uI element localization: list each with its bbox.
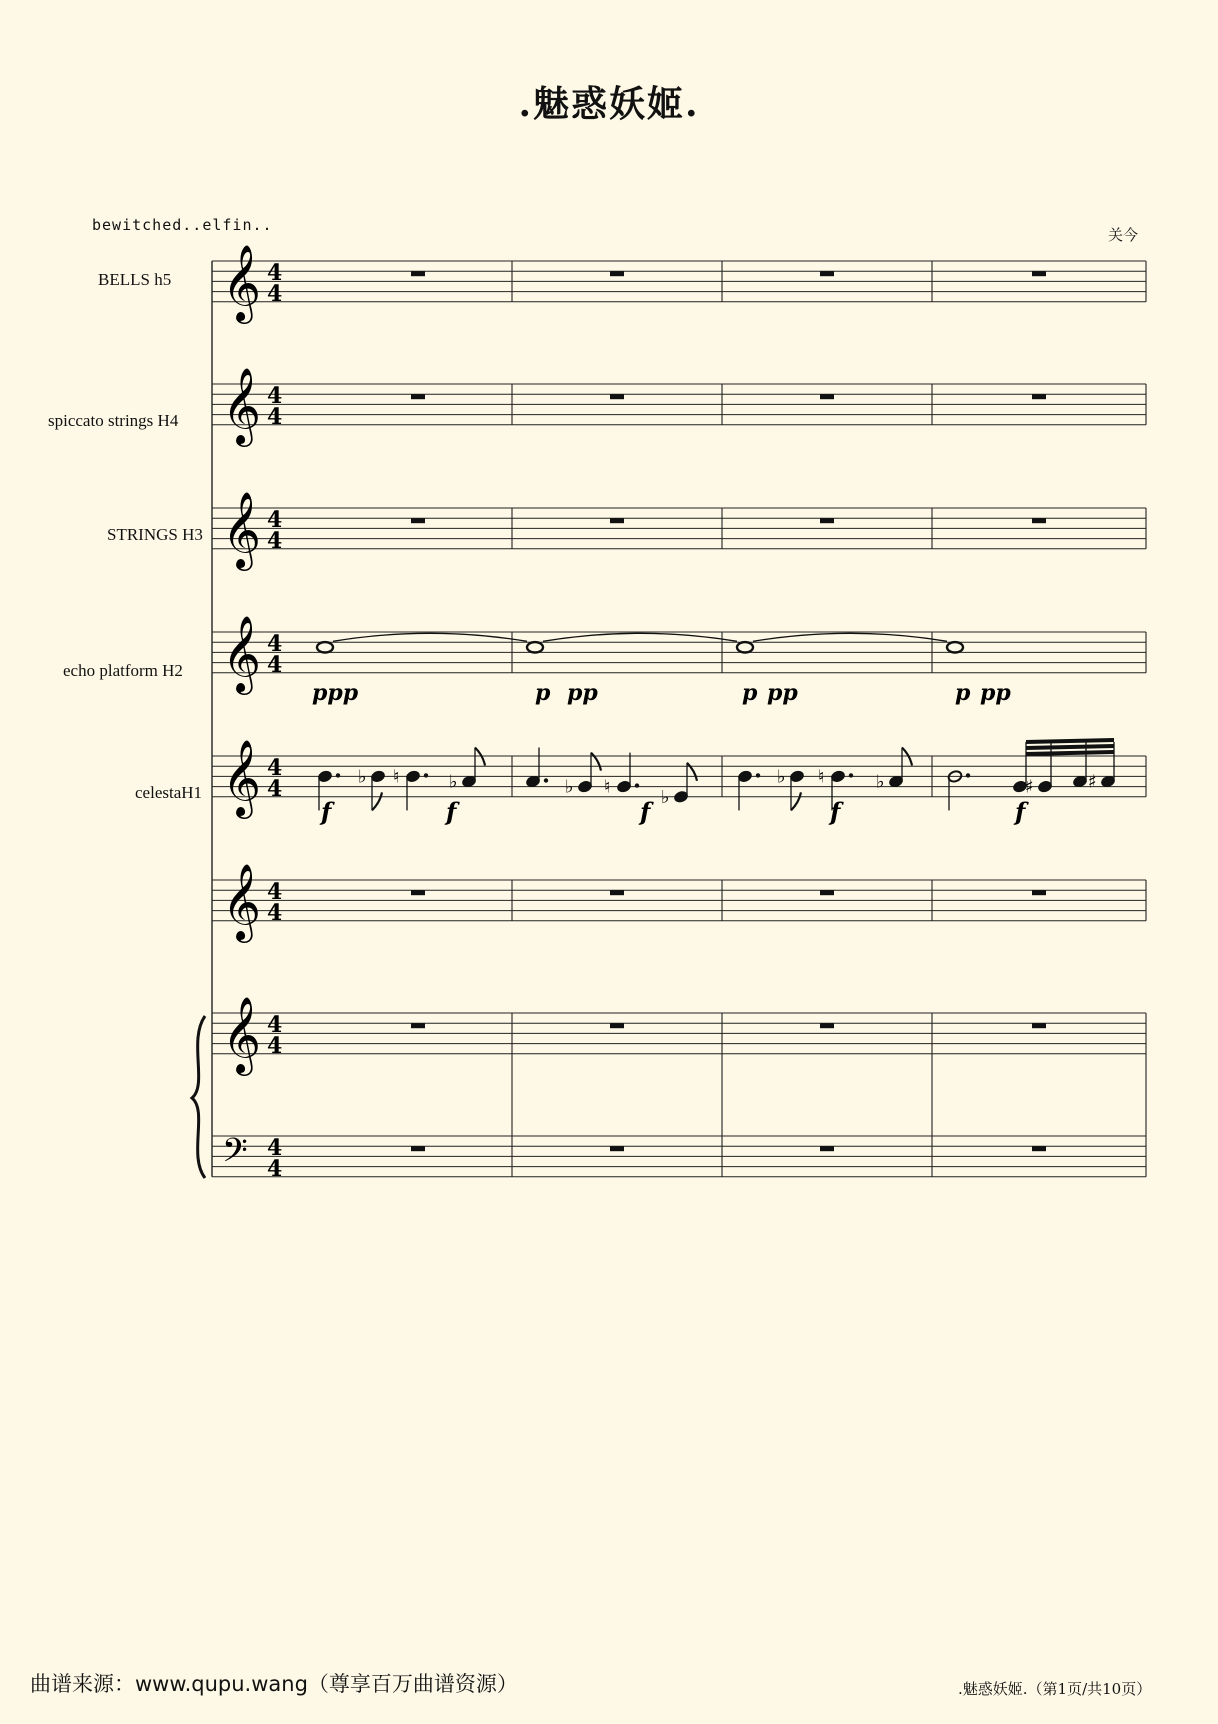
whole-rest (820, 890, 834, 895)
time-signature-denominator: 4 (267, 281, 283, 307)
note-dot (966, 773, 970, 777)
note-dot (849, 773, 853, 777)
treble-clef-icon: 𝄞 (222, 367, 262, 444)
dynamics (312, 680, 1029, 826)
whole-rest (411, 271, 425, 276)
time-signature-numerator: 4 (267, 1012, 283, 1038)
whole-rest (610, 518, 624, 523)
time-signature-numerator: 4 (267, 631, 283, 657)
note-flag (591, 753, 601, 771)
note-beam (1026, 746, 1114, 748)
dynamic-marking: f (321, 797, 332, 826)
note-flag (791, 792, 801, 810)
instrument-label-strings: STRINGS H3 (107, 525, 203, 544)
clefs (222, 244, 282, 1182)
treble-clef-icon: 𝄞 (222, 996, 262, 1073)
echo-platform-notes (317, 633, 963, 652)
note-dot (635, 783, 639, 787)
note-flag (372, 792, 382, 810)
footer-page-info: .魅惑妖姬.（第1页/共10页） (958, 1680, 1152, 1698)
dynamic-marking: pp (767, 680, 798, 706)
whole-rest (411, 518, 425, 523)
time-signature-denominator: 4 (267, 404, 283, 430)
score-title: .魅惑妖姬. (518, 83, 700, 125)
treble-clef-icon: 𝄞 (222, 615, 262, 692)
piano-brace-icon (192, 1016, 205, 1178)
time-signature-numerator: 4 (267, 507, 283, 533)
whole-rest (820, 1146, 834, 1151)
accidental: ♯ (1088, 771, 1097, 793)
time-signature-denominator: 4 (267, 1156, 283, 1182)
dynamic-marking: pp (980, 680, 1011, 706)
time-signature-denominator: 4 (267, 900, 283, 926)
dynamic-marking: f (446, 797, 457, 826)
whole-rest (610, 890, 624, 895)
time-signature-denominator: 4 (267, 652, 283, 678)
dynamic-marking: f (640, 797, 651, 826)
time-signature-numerator: 4 (267, 755, 283, 781)
accidental: ♭ (777, 766, 786, 788)
time-signature-denominator: 4 (267, 1033, 283, 1059)
treble-clef-icon: 𝄞 (222, 863, 262, 940)
whole-rest (610, 271, 624, 276)
treble-clef-icon: 𝄞 (222, 244, 262, 321)
whole-note (947, 642, 963, 652)
dynamic-marking: f (1015, 797, 1026, 826)
score-subtitle: bewitched..elfin.. (92, 216, 273, 234)
footer-source: 曲谱来源：www.qupu.wang（尊享百万曲谱资源） (30, 1672, 518, 1696)
time-signature-numerator: 4 (267, 879, 283, 905)
accidental: ♭ (449, 771, 458, 793)
instrument-label-spiccato-strings: spiccato strings H4 (48, 411, 179, 430)
whole-rest (1032, 1023, 1046, 1028)
tie (333, 633, 527, 641)
whole-rest (820, 518, 834, 523)
dynamic-marking: p (742, 680, 758, 706)
accidental: ♭ (358, 766, 367, 788)
accidental: ♭ (565, 776, 574, 798)
whole-rest (411, 1146, 425, 1151)
whole-rest (1032, 890, 1046, 895)
whole-rest (1032, 518, 1046, 523)
bass-clef-icon: 𝄢 (222, 1132, 248, 1178)
note-dot (336, 773, 340, 777)
whole-rest (610, 1146, 624, 1151)
whole-rest (411, 890, 425, 895)
whole-note (527, 642, 543, 652)
instrument-label-celesta: celestaH1 (135, 783, 203, 802)
whole-note (737, 642, 753, 652)
time-signature-denominator: 4 (267, 776, 283, 802)
barlines (212, 261, 1146, 1177)
tie (753, 633, 947, 641)
dynamic-marking: ppp (312, 680, 359, 706)
whole-rest (820, 1023, 834, 1028)
piano-brace (192, 1016, 205, 1178)
note-beam (1026, 740, 1114, 742)
time-signature-denominator: 4 (267, 528, 283, 554)
accidental: ♮ (818, 766, 825, 788)
whole-rest (1032, 1146, 1046, 1151)
note-beam (1026, 752, 1114, 754)
whole-rest (411, 1023, 425, 1028)
dynamic-marking: p (955, 680, 971, 706)
whole-rest (820, 394, 834, 399)
time-signature-numerator: 4 (267, 1135, 283, 1161)
treble-clef-icon: 𝄞 (222, 739, 262, 816)
dynamic-marking: f (830, 797, 841, 826)
time-signature-numerator: 4 (267, 260, 283, 286)
instrument-label-bells: BELLS h5 (98, 270, 172, 289)
accidental: ♮ (604, 776, 611, 798)
note-dot (756, 773, 760, 777)
dynamic-marking: p (535, 680, 551, 706)
accidental: ♮ (393, 766, 400, 788)
time-signature-numerator: 4 (267, 383, 283, 409)
whole-rest (1032, 394, 1046, 399)
treble-clef-icon: 𝄞 (222, 491, 262, 568)
note-dot (424, 773, 428, 777)
celesta-notes (317, 740, 1115, 810)
whole-rest (610, 1023, 624, 1028)
staff-lines (212, 261, 1146, 1177)
instrument-label-echo-platform: echo platform H2 (63, 661, 183, 680)
accidental: ♯ (1025, 776, 1034, 798)
accidental: ♭ (661, 786, 670, 808)
note-flag (687, 763, 697, 781)
accidental: ♭ (876, 771, 885, 793)
whole-rest (1032, 271, 1046, 276)
composer-name: 关今 (1108, 226, 1139, 244)
whole-rest (411, 394, 425, 399)
dynamic-marking: pp (567, 680, 598, 706)
whole-note (317, 642, 333, 652)
whole-rest (820, 271, 834, 276)
whole-rest (610, 394, 624, 399)
note-dot (544, 778, 548, 782)
tie (543, 633, 737, 641)
whole-rests (411, 271, 1046, 1151)
